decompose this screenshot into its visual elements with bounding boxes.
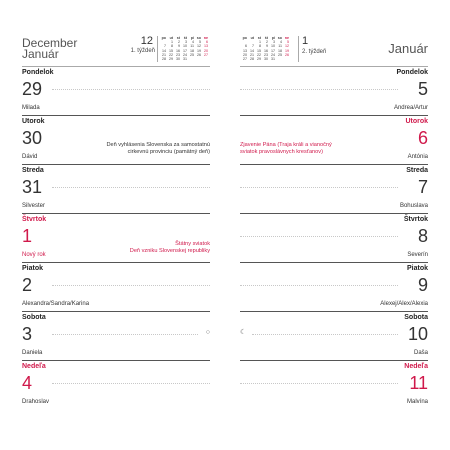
header-divider [157, 36, 158, 62]
writing-line [52, 187, 210, 188]
week-label: 1. týždeň [130, 48, 155, 54]
week-number: 1 [302, 35, 309, 47]
writing-line [52, 285, 210, 286]
mini-calendar-date: 21 [250, 52, 254, 57]
mini-calendar-date: 18 [190, 48, 194, 53]
day-sunday [22, 361, 210, 409]
holiday-note-line: cirkevnú provinciu (pamätný deň) [127, 148, 210, 155]
header-divider [298, 36, 299, 62]
day-wednesday [240, 165, 428, 214]
mini-calendar-week-row [159, 57, 208, 61]
day-sunday [240, 361, 428, 409]
mini-calendar-date: 22 [257, 52, 261, 57]
name-day: Bohuslava [399, 203, 428, 209]
mini-calendar-date: 9 [178, 44, 180, 49]
mini-calendar-date: 17 [183, 48, 187, 53]
day-number: 6 [417, 128, 428, 148]
day-friday [240, 263, 428, 312]
day-thursday [240, 214, 428, 263]
writing-line [240, 285, 398, 286]
mini-calendar-weekday: so [277, 36, 282, 40]
mini-calendar-date: 2 [266, 40, 268, 45]
mini-calendar-date: 3 [185, 40, 187, 45]
holiday-note-line: sviatok pravoslávnych kresťanov) [240, 148, 323, 155]
mini-calendar-date: 6 [206, 40, 208, 45]
name-day: Silvester [22, 203, 46, 209]
writing-line [52, 334, 198, 335]
mini-calendar-date: 7 [252, 44, 254, 49]
day-name: Štvrtok [22, 216, 47, 223]
mini-calendar-date: 20 [243, 52, 247, 57]
day-monday [240, 67, 428, 116]
day-number: 10 [407, 324, 428, 344]
mini-calendar-date: 29 [169, 57, 173, 62]
day-friday [22, 263, 210, 312]
writing-line [240, 383, 398, 384]
name-day: Milada [22, 105, 40, 111]
mini-calendar-date: 19 [197, 48, 201, 53]
month-name: December [22, 36, 78, 50]
mini-calendar-date: 26 [197, 52, 201, 57]
day-number: 3 [22, 324, 33, 344]
mini-calendar-date [282, 57, 289, 61]
day-number: 29 [22, 79, 43, 99]
holiday-note [106, 142, 210, 155]
mini-calendar-date: 13 [204, 44, 208, 49]
day-saturday [22, 312, 210, 361]
month-names [388, 43, 428, 54]
mini-calendar-date: 9 [266, 44, 268, 49]
name-day: Alexej/Alex/Alexia [380, 301, 428, 307]
mini-calendar-weekday: ne [203, 36, 208, 40]
day-number: 7 [417, 177, 428, 197]
mini-calendar-date: 30 [176, 57, 180, 62]
day-name: Štvrtok [403, 216, 428, 223]
mini-calendar-date: 6 [245, 44, 247, 49]
name-day: Dávid [22, 154, 38, 160]
mini-calendar-date: 22 [169, 52, 173, 57]
month-names [22, 38, 77, 60]
mini-calendar-date: 26 [285, 52, 289, 57]
mini-calendar-date: 5 [199, 40, 201, 45]
day-number: 4 [22, 373, 33, 393]
day-tuesday [240, 116, 428, 165]
mini-calendar-date: 31 [271, 57, 275, 62]
day-name: Sobota [404, 314, 428, 321]
mini-calendar-date: 25 [190, 52, 194, 57]
day-tuesday [22, 116, 210, 165]
day-name: Nedeľa [22, 363, 46, 370]
mini-calendar-date: 1 [259, 40, 261, 45]
name-day: Alexandra/Sandra/Karina [22, 301, 90, 307]
writing-line [240, 236, 398, 237]
day-monday [22, 67, 210, 116]
month-name: Január [22, 47, 59, 61]
left-page [22, 36, 210, 409]
mini-calendar-date: 27 [243, 57, 247, 62]
day-saturday [240, 312, 428, 361]
mini-calendar-date: 4 [192, 40, 194, 45]
day-number: 31 [22, 177, 43, 197]
week-number: 12 [140, 35, 153, 47]
day-name: Nedeľa [404, 363, 428, 370]
day-name: Streda [22, 167, 44, 174]
mini-calendar-date: 10 [183, 44, 187, 49]
mini-calendar-weekday: št [264, 36, 268, 40]
holiday-note [130, 241, 210, 254]
mini-calendar-weekday: st [257, 36, 261, 40]
mini-calendar-weekday: ne [284, 36, 289, 40]
day-name: Pondelok [22, 69, 54, 76]
day-name: Piatok [22, 265, 44, 272]
name-day: Drahoslav [22, 399, 50, 405]
writing-line [52, 89, 210, 90]
right-page-header [240, 36, 428, 67]
left-page-header [22, 36, 210, 67]
mini-calendar-date: 13 [243, 48, 247, 53]
mini-calendar-date: 12 [285, 44, 289, 49]
day-name: Utorok [22, 118, 45, 125]
mini-calendar-date: 5 [287, 40, 289, 45]
mini-calendar-weekday: pi [271, 36, 275, 40]
mini-calendar-weekday: po [242, 36, 247, 40]
day-number: 5 [417, 79, 428, 99]
mini-calendar-date: 27 [204, 52, 208, 57]
day-thursday [22, 214, 210, 263]
mini-calendar-week-row [240, 57, 289, 61]
name-day: Daniela [22, 350, 43, 356]
name-day: Andrea/Artur [393, 105, 428, 111]
holiday-note-line: Deň vyhlásenia Slovenska za samostatnú [106, 142, 210, 148]
mini-calendar-date: 23 [264, 52, 268, 57]
name-day: Malvína [406, 399, 428, 405]
mini-calendar-date: 23 [176, 52, 180, 57]
mini-calendar-date: 11 [278, 44, 282, 49]
mini-calendar-date: 24 [271, 52, 275, 57]
right-page [240, 36, 428, 409]
holiday-note-line: Deň vzniku Slovenskej republiky [129, 247, 210, 254]
mini-calendar-date: 4 [280, 40, 282, 45]
mini-calendar-date: 28 [250, 57, 254, 62]
mini-calendar-weekday: so [196, 36, 201, 40]
mini-calendar-date: 30 [264, 57, 268, 62]
day-name: Pondelok [396, 69, 428, 76]
full-moon-icon: ○ [205, 329, 210, 336]
mini-calendar-date [275, 57, 282, 61]
writing-line [240, 89, 398, 90]
mini-calendar-date: 20 [204, 48, 208, 53]
mini-calendar-date: 11 [190, 44, 194, 49]
mini-calendar-date: 28 [162, 57, 166, 62]
day-number: 11 [409, 373, 428, 393]
moon-phase-icon: ☾ [240, 329, 247, 336]
mini-calendar-weekday: pi [190, 36, 194, 40]
day-name: Utorok [405, 118, 428, 125]
mini-calendar-date: 8 [259, 44, 261, 49]
mini-calendar-weekday: po [161, 36, 166, 40]
holiday-note-line: Štátny sviatok [175, 241, 210, 247]
writing-line [252, 334, 398, 335]
week-label: 2. týždeň [302, 49, 327, 55]
writing-line [52, 383, 210, 384]
day-number: 9 [417, 275, 428, 295]
mini-calendar-date: 31 [183, 57, 187, 62]
mini-calendar-date [187, 57, 194, 61]
mini-calendar-weekday: st [176, 36, 180, 40]
day-number: 8 [417, 226, 428, 246]
mini-calendar-date: 10 [271, 44, 275, 49]
name-day: Severín [407, 252, 428, 258]
mini-calendar-date: 1 [171, 40, 173, 45]
writing-line [240, 187, 398, 188]
day-name: Streda [406, 167, 428, 174]
mini-calendar-weekday: ut [250, 36, 254, 40]
mini-calendar-date: 15 [169, 48, 173, 53]
mini-calendar-date: 14 [250, 48, 254, 53]
mini-calendar-date: 3 [273, 40, 275, 45]
mini-calendar [159, 36, 208, 61]
mini-calendar-date: 24 [183, 52, 187, 57]
mini-calendar [240, 36, 289, 61]
mini-calendar-date: 21 [162, 52, 166, 57]
mini-calendar-date: 12 [197, 44, 201, 49]
mini-calendar-date: 17 [271, 48, 275, 53]
mini-calendar-date: 2 [178, 40, 180, 45]
mini-calendar-date: 15 [257, 48, 261, 53]
day-number: 30 [22, 128, 43, 148]
name-day: Antónia [407, 154, 428, 160]
month-name: Január [388, 41, 428, 56]
name-day: Nový rok [22, 252, 46, 258]
holiday-note-line: Zjavenie Pána (Traja králi a vianočný [240, 142, 332, 148]
mini-calendar-date: 29 [257, 57, 261, 62]
mini-calendar-date: 19 [285, 48, 289, 53]
day-name: Piatok [406, 265, 428, 272]
day-name: Sobota [22, 314, 46, 321]
mini-calendar-date: 7 [164, 44, 166, 49]
day-wednesday [22, 165, 210, 214]
day-number: 1 [22, 226, 33, 246]
mini-calendar-date [201, 57, 208, 61]
mini-calendar-date: 14 [162, 48, 166, 53]
day-number: 2 [22, 275, 33, 295]
mini-calendar-date [194, 57, 201, 61]
mini-calendar-weekday: ut [169, 36, 173, 40]
mini-calendar-date: 18 [278, 48, 282, 53]
mini-calendar-date: 25 [278, 52, 282, 57]
mini-calendar-date: 8 [171, 44, 173, 49]
name-day: Daša [413, 350, 428, 356]
holiday-note [240, 142, 332, 155]
mini-calendar-date: 16 [264, 48, 268, 53]
mini-calendar-date: 16 [176, 48, 180, 53]
mini-calendar-weekday: št [183, 36, 187, 40]
